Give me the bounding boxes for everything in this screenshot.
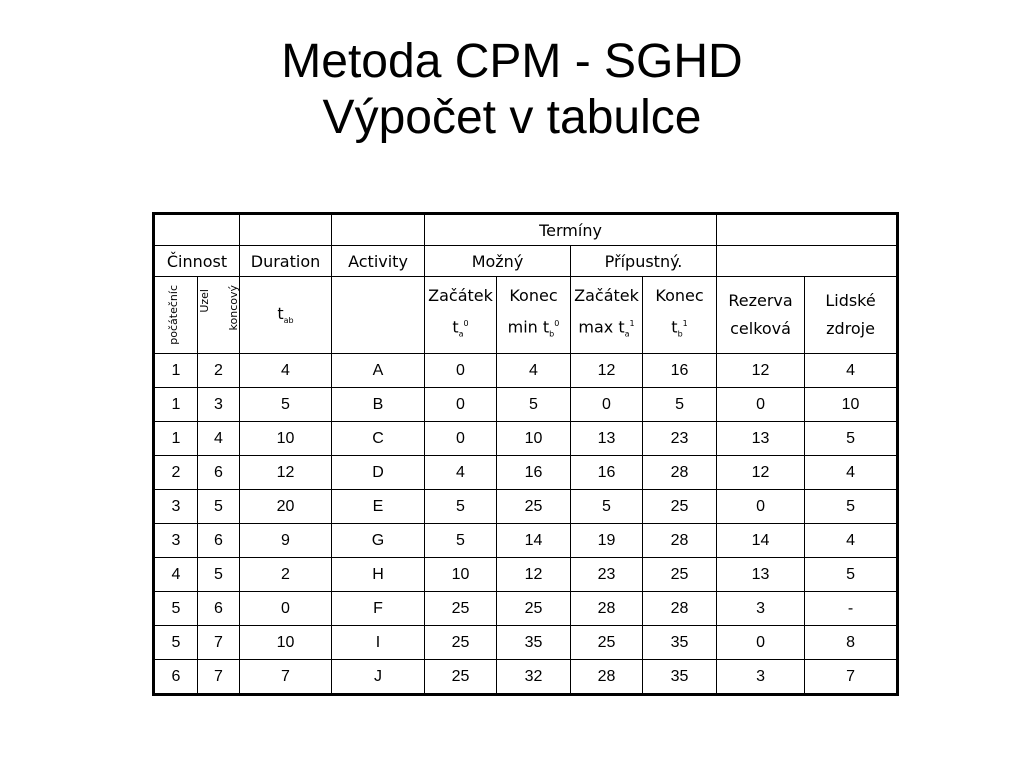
table-cell: 2 bbox=[240, 558, 332, 592]
table-cell: 28 bbox=[571, 592, 643, 626]
table-cell: 20 bbox=[240, 490, 332, 524]
table-cell: 5 bbox=[643, 388, 717, 422]
table-row bbox=[155, 626, 897, 660]
table-cell: 1 bbox=[155, 422, 198, 456]
table-cell: 12 bbox=[571, 354, 643, 388]
table-cell: 5 bbox=[805, 558, 897, 592]
header-koncovy: koncový bbox=[227, 285, 240, 331]
table-cell: 25 bbox=[643, 558, 717, 592]
table-cell: 12 bbox=[717, 354, 805, 388]
table-cell: 0 bbox=[425, 422, 497, 456]
header-mozny: Možný bbox=[425, 246, 571, 277]
header-row-3 bbox=[155, 277, 897, 354]
table-cell: J bbox=[332, 660, 425, 694]
table-cell: 5 bbox=[198, 558, 240, 592]
table-cell: 32 bbox=[497, 660, 571, 694]
table-cell: 2 bbox=[155, 456, 198, 490]
header-cinnost: Činnost bbox=[155, 246, 240, 277]
table-cell: F bbox=[332, 592, 425, 626]
table-cell: 5 bbox=[155, 592, 198, 626]
cpm-table bbox=[154, 214, 897, 694]
table-cell: 0 bbox=[717, 490, 805, 524]
table-row bbox=[155, 422, 897, 456]
table-cell: 19 bbox=[571, 524, 643, 558]
table-cell: 10 bbox=[425, 558, 497, 592]
table-cell: 6 bbox=[198, 592, 240, 626]
table-cell: I bbox=[332, 626, 425, 660]
table-cell: 16 bbox=[643, 354, 717, 388]
table-cell: C bbox=[332, 422, 425, 456]
table-cell: 23 bbox=[571, 558, 643, 592]
table-cell: 3 bbox=[717, 660, 805, 694]
table-cell: 25 bbox=[425, 626, 497, 660]
header-zacatek-pripustny: Začátek $\max t_a^1$ bbox=[571, 277, 643, 354]
table-cell: 3 bbox=[198, 388, 240, 422]
table-cell: 25 bbox=[571, 626, 643, 660]
table-cell: 9 bbox=[240, 524, 332, 558]
title-line-2: Výpočet v tabulce bbox=[322, 91, 702, 144]
table-cell: 8 bbox=[805, 626, 897, 660]
table-cell: 13 bbox=[717, 422, 805, 456]
table-cell: 0 bbox=[571, 388, 643, 422]
table-cell: 5 bbox=[155, 626, 198, 660]
table-cell: 13 bbox=[571, 422, 643, 456]
table-cell: 35 bbox=[643, 626, 717, 660]
title-line-1: Metoda CPM - SGHD bbox=[281, 35, 743, 88]
table-cell: 7 bbox=[240, 660, 332, 694]
table-cell: 12 bbox=[717, 456, 805, 490]
table-cell: 25 bbox=[425, 660, 497, 694]
header-row-1 bbox=[155, 215, 897, 246]
header-pocatecni-cell bbox=[155, 277, 198, 354]
table-body bbox=[155, 354, 897, 694]
header-konec-mozny: Konec $\min t_b^0$ bbox=[497, 277, 571, 354]
table-cell: 25 bbox=[643, 490, 717, 524]
table-cell: G bbox=[332, 524, 425, 558]
table-cell: 35 bbox=[497, 626, 571, 660]
table-cell: B bbox=[332, 388, 425, 422]
table-cell: 13 bbox=[717, 558, 805, 592]
table-cell: 4 bbox=[805, 456, 897, 490]
table-cell: 0 bbox=[240, 592, 332, 626]
header-uzel: Uzel bbox=[198, 289, 211, 313]
table-cell: 14 bbox=[717, 524, 805, 558]
table-cell: 25 bbox=[497, 490, 571, 524]
table-cell: 28 bbox=[643, 524, 717, 558]
header-activity: Activity bbox=[332, 246, 425, 277]
table-cell: 14 bbox=[497, 524, 571, 558]
table-cell: 5 bbox=[425, 524, 497, 558]
table-cell: 5 bbox=[805, 422, 897, 456]
table-cell: 4 bbox=[805, 524, 897, 558]
table-cell: 7 bbox=[805, 660, 897, 694]
header-zacatek-mozny: Začátek $t_a^0$ bbox=[425, 277, 497, 354]
table-cell: 5 bbox=[198, 490, 240, 524]
table-cell: 6 bbox=[155, 660, 198, 694]
header-zdroje: Lidské zdroje bbox=[805, 277, 897, 354]
table-cell: 3 bbox=[155, 524, 198, 558]
table-cell: - bbox=[805, 592, 897, 626]
table-cell: 2 bbox=[198, 354, 240, 388]
table-cell: 12 bbox=[497, 558, 571, 592]
header-konec-pripustny: Konec $t_b^1$ bbox=[643, 277, 717, 354]
header-tab: $t_{ab}$ bbox=[240, 277, 332, 354]
table-cell: 6 bbox=[198, 456, 240, 490]
table-cell: 4 bbox=[198, 422, 240, 456]
header-terminy: Termíny bbox=[425, 215, 717, 246]
table-row bbox=[155, 490, 897, 524]
table-cell: 6 bbox=[198, 524, 240, 558]
table-cell: 0 bbox=[717, 388, 805, 422]
table-cell: 4 bbox=[155, 558, 198, 592]
header-duration: Duration bbox=[240, 246, 332, 277]
table-cell: 4 bbox=[240, 354, 332, 388]
table-cell: D bbox=[332, 456, 425, 490]
table-cell: 28 bbox=[643, 456, 717, 490]
table-cell: 23 bbox=[643, 422, 717, 456]
table-cell: 1 bbox=[155, 354, 198, 388]
table-cell: E bbox=[332, 490, 425, 524]
table-cell: 5 bbox=[497, 388, 571, 422]
table-cell: 5 bbox=[571, 490, 643, 524]
table-cell: 1 bbox=[155, 388, 198, 422]
table-cell: 16 bbox=[497, 456, 571, 490]
table-cell: 0 bbox=[425, 354, 497, 388]
header-uzel-cell bbox=[198, 277, 240, 354]
table-cell: 5 bbox=[425, 490, 497, 524]
table-cell: 5 bbox=[240, 388, 332, 422]
table-cell: 10 bbox=[497, 422, 571, 456]
table-row bbox=[155, 660, 897, 694]
table-cell: 10 bbox=[805, 388, 897, 422]
table-cell: A bbox=[332, 354, 425, 388]
table-cell: H bbox=[332, 558, 425, 592]
table-cell: 25 bbox=[425, 592, 497, 626]
header-pripustny: Přípustný. bbox=[571, 246, 717, 277]
table-cell: 12 bbox=[240, 456, 332, 490]
table-cell: 4 bbox=[425, 456, 497, 490]
table-cell: 10 bbox=[240, 422, 332, 456]
table-cell: 28 bbox=[643, 592, 717, 626]
table-row bbox=[155, 524, 897, 558]
table-cell: 0 bbox=[717, 626, 805, 660]
table-cell: 4 bbox=[497, 354, 571, 388]
table-cell: 7 bbox=[198, 660, 240, 694]
table-cell: 0 bbox=[425, 388, 497, 422]
table-cell: 7 bbox=[198, 626, 240, 660]
header-rezerva: Rezerva celková bbox=[717, 277, 805, 354]
header-row-2 bbox=[155, 246, 897, 277]
table-row bbox=[155, 456, 897, 490]
table-cell: 16 bbox=[571, 456, 643, 490]
header-pocatecni: počátečníc bbox=[167, 285, 180, 345]
table-row bbox=[155, 388, 897, 422]
table-row bbox=[155, 592, 897, 626]
table-row bbox=[155, 558, 897, 592]
slide-title bbox=[0, 34, 1024, 146]
table-cell: 4 bbox=[805, 354, 897, 388]
table-cell: 25 bbox=[497, 592, 571, 626]
table-cell: 35 bbox=[643, 660, 717, 694]
table-row bbox=[155, 354, 897, 388]
table-cell: 5 bbox=[805, 490, 897, 524]
table-cell: 3 bbox=[717, 592, 805, 626]
table-cell: 10 bbox=[240, 626, 332, 660]
table-cell: 3 bbox=[155, 490, 198, 524]
table-cell: 28 bbox=[571, 660, 643, 694]
